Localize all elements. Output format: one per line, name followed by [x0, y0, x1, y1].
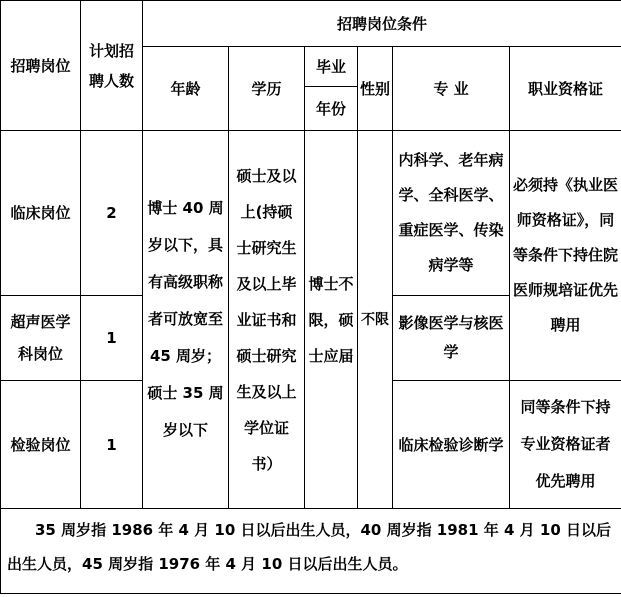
shared-grad-year: 博士不限，硕士应届 [305, 131, 358, 509]
footnote: 35 周岁指 1986 年 4 月 10 日以后出生人员，40 周岁指 1981 年 4 月 10 日以后出生人员，45 周岁指 1976 年 4 月 10 日以后出生人员。 [1, 509, 621, 594]
row-count-clinical: 2 [81, 131, 143, 296]
header-plan-count: 计划招聘人数 [81, 1, 143, 131]
shared-qualification-top: 必须持《执业医师资格证》，同等条件下持住院医师规培证优先聘用 [510, 131, 621, 381]
header-group-title: 招聘岗位条件 [143, 1, 621, 47]
header-gender: 性别 [358, 47, 393, 131]
shared-gender: 不限 [358, 131, 393, 509]
row-major-ultrasound: 影像医学与核医学 [393, 296, 510, 381]
header-grad-top: 毕业 [305, 47, 358, 87]
header-major: 专 业 [393, 47, 510, 131]
row-qualification-lab: 同等条件下持专业资格证者优先聘用 [510, 381, 621, 509]
row-count-lab: 1 [81, 381, 143, 509]
row-position-clinical: 临床岗位 [1, 131, 81, 296]
header-qualification: 职业资格证 [510, 47, 621, 131]
row-count-ultrasound: 1 [81, 296, 143, 381]
header-grad-bottom: 年份 [305, 87, 358, 131]
header-education: 学历 [229, 47, 305, 131]
shared-age: 博士 40 周岁以下，具有高级职称者可放宽至45 周岁；硕士 35 周岁以下 [143, 131, 229, 509]
row-major-lab: 临床检验诊断学 [393, 381, 510, 509]
header-age: 年龄 [143, 47, 229, 131]
shared-education: 硕士及以上(持硕士研究生及以上毕业证书和硕士研究生及以上学位证书） [229, 131, 305, 509]
row-position-lab: 检验岗位 [1, 381, 81, 509]
row-major-clinical: 内科学、老年病学、全科医学、重症医学、传染病学等 [393, 131, 510, 296]
header-position: 招聘岗位 [1, 1, 81, 131]
row-position-ultrasound: 超声医学科岗位 [1, 296, 81, 381]
